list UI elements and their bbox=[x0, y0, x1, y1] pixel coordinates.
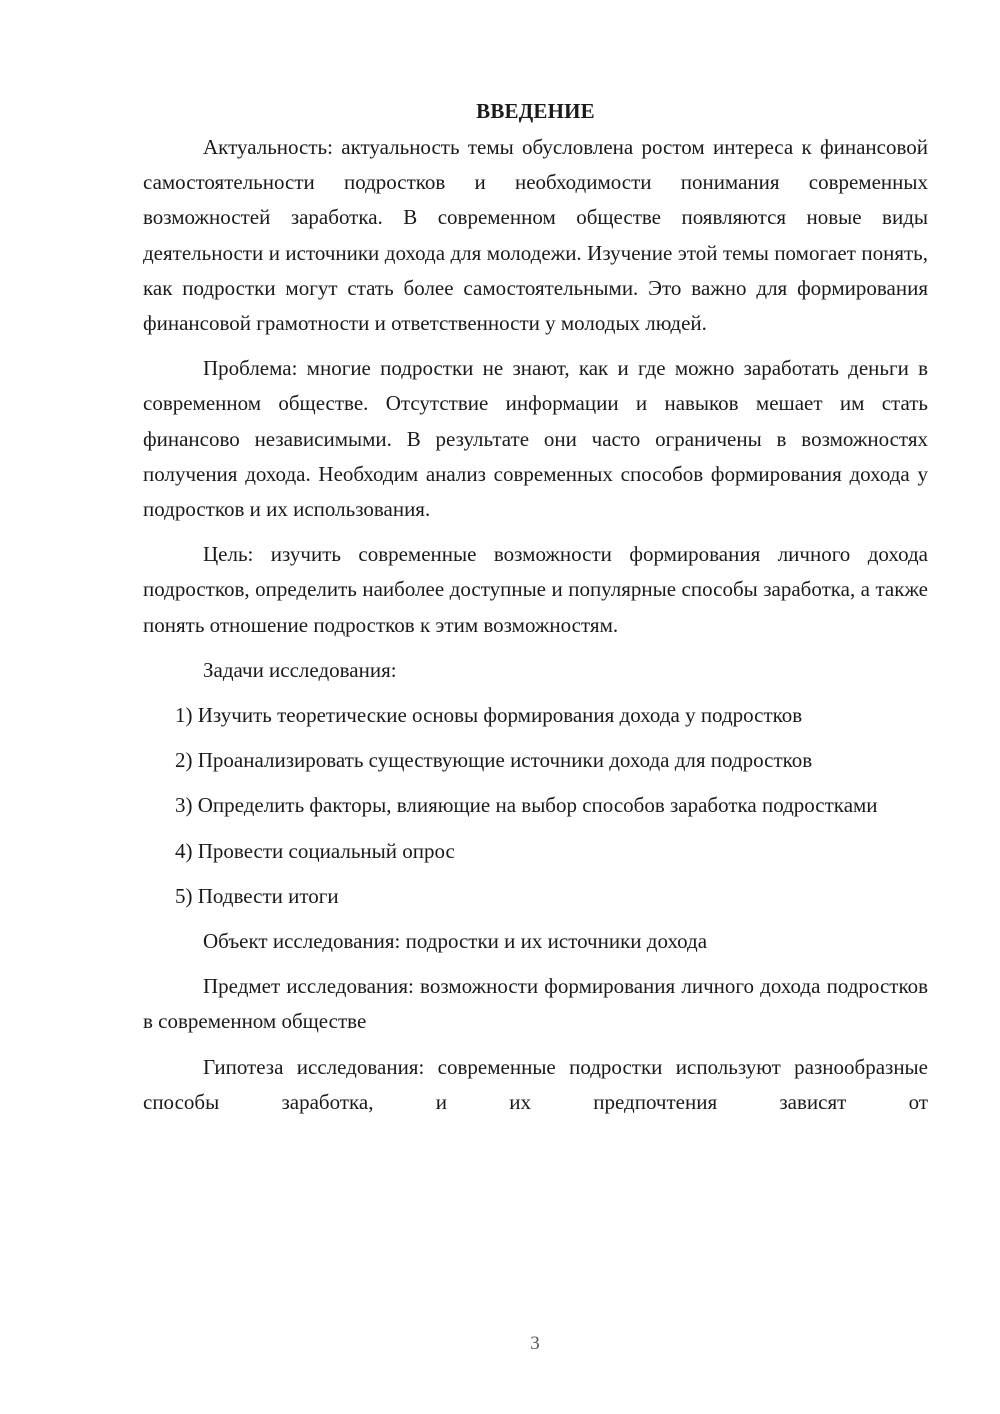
task-item-4: 4) Провести социальный опрос bbox=[175, 838, 455, 863]
paragraph-goal: Цель: изучить современные возможности формирования личного дохода подростков, определить наиболее доступные и популярные способы заработка, а также понять отношение подростков к этим возможностям. bbox=[143, 542, 928, 637]
task-item-2: 2) Проанализировать существующие источники дохода для подростков bbox=[175, 748, 813, 773]
paragraph-subject: Предмет исследования: возможности формирования личного дохода подростков в современном обществе bbox=[143, 974, 928, 1034]
task-item-3: 3) Определить факторы, влияющие на выбор способов заработка подростками bbox=[175, 793, 878, 818]
task-item-5: 5) Подвести итоги bbox=[175, 883, 339, 908]
paragraph-hypothesis: Гипотеза исследования: современные подростки используют разнообразные способы заработка, и их предпочтения зависят от bbox=[143, 1054, 928, 1114]
paragraph-tasks-heading: Задачи исследования: bbox=[203, 657, 397, 682]
page-content bbox=[143, 96, 928, 1130]
task-item-1: 1) Изучить теоретические основы формирования дохода у подростков bbox=[175, 703, 803, 728]
page-title: ВВЕДЕНИЕ bbox=[476, 99, 595, 123]
paragraph-object: Объект исследования: подростки и их источники дохода bbox=[203, 929, 708, 954]
page-number: 3 bbox=[530, 1333, 540, 1354]
paragraph-relevance: Актуальность: актуальность темы обусловлена ростом интереса к финансовой самостоятельности подростков и необходимости понимания современных возможностей заработка. В современном обществе появляются новые виды деятельности и источники дохода для молодежи. Изучение этой темы помогает понять, как подростки могут стать более самостоятельными. Это важно для формирования финансовой грамотности и ответственности у молодых людей. bbox=[143, 135, 928, 336]
paragraph-problem: Проблема: многие подростки не знают, как и где можно заработать деньги в современном обществе. Отсутствие информации и навыков мешает им стать финансово независимыми. В результате они часто ограничены в возможностях получения дохода. Необходим анализ современных способов формирования дохода у подростков и их использования. bbox=[143, 356, 928, 522]
